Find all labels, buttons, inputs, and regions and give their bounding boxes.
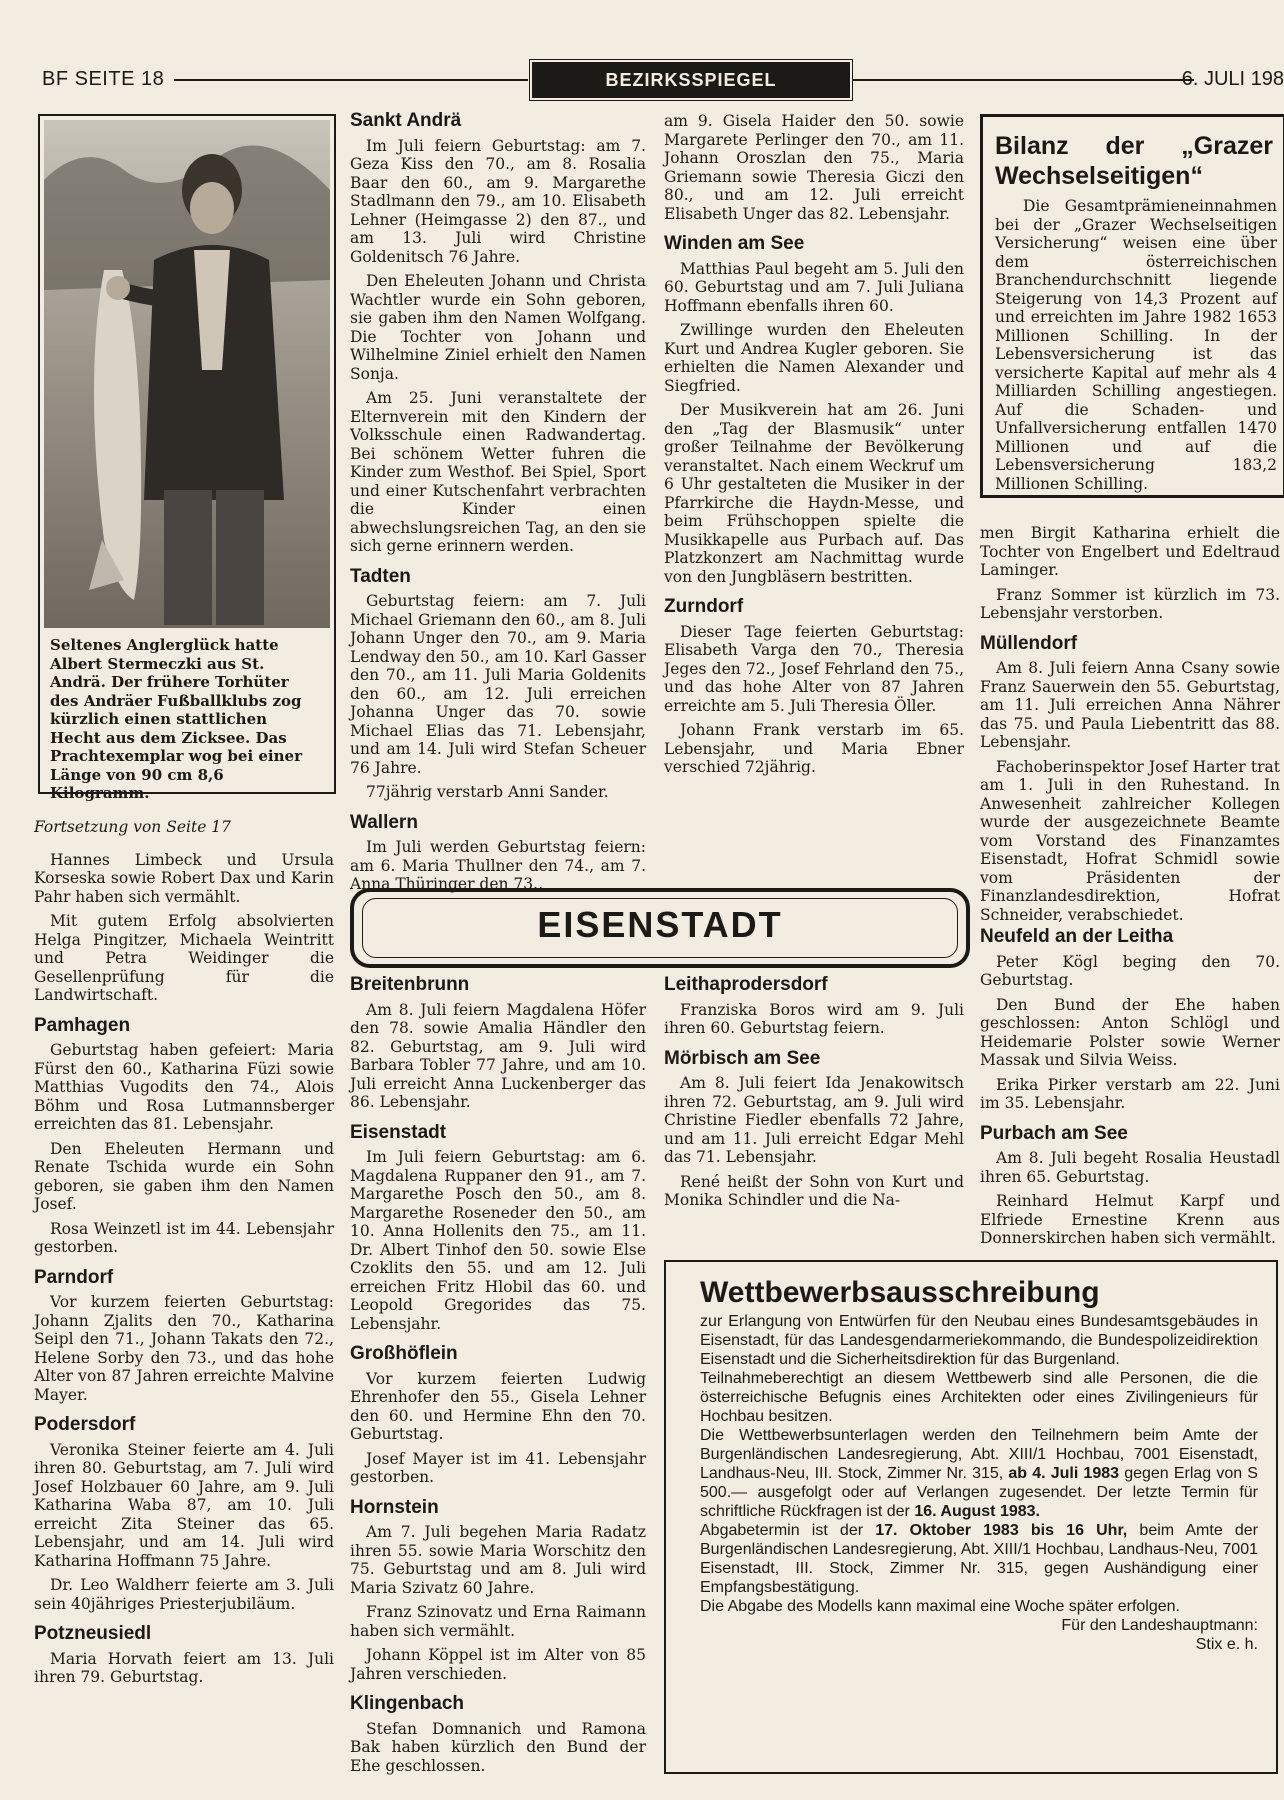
notice-paragraph: zur Erlangung von Entwürfen für den Neubau eines Bundesamtsgebäudes in Eisenstadt, für das Landesgendarmeriekommando, die Bundespolizeidirektion Eisenstadt und die Sicherheitsdirektion für das Burgenland. bbox=[700, 1313, 1258, 1368]
article-paragraph: Veronika Steiner feierte am 4. Juli ihren 80. Geburtstag, am 7. Juli wird Josef Holzbauer 60 Jahre, am 9. Juli Katharina Waba 87, am 10. Juli erreicht Zita Steiner das 65. Lebensjahr, und am 14. Juli wird Katharina Hoffmann 75 Jahre. bbox=[34, 1440, 334, 1570]
article-paragraph: Rosa Weinzetl ist im 44. Lebensjahr gestorben. bbox=[34, 1219, 334, 1256]
notice-text: beim Amte der Burgenländischen Landesregierung, Abt. XIII/1 Hochbau, Landhaus-Neu, 7001 Eisenstadt, III. Stock, Zimmer Nr. 315, gegen Aushändigung einer Empfangsbestätigung. bbox=[700, 1522, 1259, 1596]
article-paragraph: Dieser Tage feierten Geburtstag: Elisabeth Varga den 70., Theresia Jeges den 72., Josef Fehrland den 75., und das hohe Alter von 87 Jahren erreichte am 5. Juli Theresia Öller. bbox=[664, 622, 964, 715]
competition-notice bbox=[664, 1260, 1278, 1774]
article-paragraph: 77jährig verstarb Anni Sander. bbox=[366, 783, 609, 801]
notice-date: ab 4. Juli 1983 bbox=[1008, 1465, 1120, 1482]
bilanz-box bbox=[980, 114, 1284, 498]
notice-date: 17. Oktober 1983 bis 16 Uhr, bbox=[875, 1522, 1128, 1539]
notice-text: Die Wettbewerbsunterlagen werden den Teilnehmern beim Amte der Burgenländischen Landesregierung, Abt. XIII/1 Hochbau, 7001 Eisenstadt, Landhaus-Neu, III. Stock, Zimmer Nr. 315, bbox=[700, 1427, 1258, 1482]
heading-grosshoeflein: Großhöflein bbox=[350, 1343, 458, 1364]
article-paragraph: Vor kurzem feierten Geburtstag: Johann Zjalits den 70., Katharina Seipl den 71., Johann Takats den 72., Helene Sorby den 73., und das hohe Alter von 87 Jahren erreichte Malvine Mayer. bbox=[34, 1293, 334, 1404]
notice-paragraph: Die Abgabe des Modells kann maximal eine Woche später erfolgen. bbox=[700, 1598, 1180, 1615]
article-paragraph: Mit gutem Erfolg absolvierten Helga Pingitzer, Michaela Weintritt und Petra Weidinger die Gesellenprüfung für die Landwirtschaft. bbox=[34, 912, 334, 1004]
article-paragraph: Johann Frank verstarb im 65. Lebensjahr, und Maria Ebner verschied 72jährig. bbox=[664, 721, 964, 776]
section-title: BEZIRKSSPIEGEL bbox=[532, 62, 850, 98]
heading-parndorf: Parndorf bbox=[34, 1266, 114, 1288]
article-paragraph: Der Musikverein hat am 26. Juni den „Tag der Blasmusik“ unter großer Teilnahme der Bevölkerung veranstaltet. Nach einem Weckruf um 6 Uhr gestalteten die Musiker in der Pfarrkirche die Haydn-Messe, und beim Frühschoppen spielte die Musikkapelle aus Purbach auf. Das Platzkonzert am Nachmittag wurde von den Jungbläsern bestritten. bbox=[664, 401, 964, 586]
page-number: BF SEITE 18 bbox=[42, 68, 165, 90]
heading-tadten: Tadten bbox=[350, 565, 411, 587]
article-paragraph: Erika Pirker verstarb am 22. Juni im 35. Lebensjahr. bbox=[980, 1075, 1280, 1112]
article-paragraph: Den Bund der Ehe haben geschlossen: Anton Schlögl und Heidemarie Polster sowie Werner Massak und Silvia Weiss. bbox=[980, 995, 1280, 1069]
notice-paragraph: Teilnahmeberechtigt an diesem Wettbewerb sind alle Personen, die die österreichische Befugnis eines Architekten oder eines Zivilingenieurs für Hochbau besitzen. bbox=[700, 1370, 1258, 1425]
heading-klingenbach: Klingenbach bbox=[350, 1693, 465, 1714]
issue-date: 6. JULI 198 bbox=[1181, 68, 1284, 90]
bilanz-text: Die Gesamtprämieneinnahmen bei der „Grazer Wechselseitigen Versicherung“ weisen eine über dem österreichischen Branchendurchschnitt liegende Steigerung von 14,3 Prozent auf und erreichten im Jahre 1982 1653 Millionen Schilling. In der Lebensversicherung ist das versicherte Kapital auf mehr als 4 Milliarden Schilling angestiegen. Auf die Schaden- und Unfallversicherung entfallen 1470 Millionen und auf die Lebensversicherung 183,2 Millionen Schilling. bbox=[995, 197, 1277, 493]
article-paragraph: Johann Köppel ist im Alter von 85 Jahren verschieden. bbox=[350, 1646, 646, 1683]
article-paragraph: Hannes Limbeck und Ursula Korseska sowie Robert Dax und Karin Pahr haben sich vermählt. bbox=[34, 850, 334, 906]
article-paragraph: Am 8. Juli feiern Anna Csany sowie Franz Sauerwein den 55. Geburtstag, am 11. Juli erreichen Anna Nährer das 75. und Paula Liebentritt das 88. Lebensjahr. bbox=[980, 659, 1280, 751]
article-paragraph: Am 7. Juli begehen Maria Radatz ihren 55. sowie Maria Worschitz den 75. Geburtstag und am 8. Juli wird Maria Szivatz 60 Jahre. bbox=[350, 1523, 646, 1597]
article-paragraph: René heißt der Sohn von Kurt und Monika Schindler und die Na- bbox=[664, 1172, 964, 1209]
photo-box bbox=[38, 114, 336, 802]
article-paragraph: am 9. Gisela Haider den 50. sowie Margarete Perlinger den 70., am 11. Johann Oroszlan den 75., Maria Griemann sowie Theresia Giczi den 80., und am 12. Juli erreicht Elisabeth Unger das 82. Lebensjahr. bbox=[664, 112, 964, 223]
article-paragraph: Geburtstag feiern: am 7. Juli Michael Griemann den 60., am 8. Juli Johann Unger den 70., am 9. Maria Lendway den 50., am 10. Karl Gasser den 70., am 11. Juli Maria Goldenits den 60., am 12. Juli erreichen Johanna Unger das 70. sowie Michael Elias das 71. Lebensjahr, und am 14. Juli wird Stefan Scheuer 76 Jahre. bbox=[350, 592, 646, 777]
article-paragraph: Matthias Paul begeht am 5. Juli den 60. Geburtstag und am 7. Juli Juliana Hoffmann ebenfalls ihren 60. bbox=[664, 259, 964, 315]
article-paragraph: Geburtstag haben gefeiert: Maria Fürst den 60., Katharina Füzi sowie Matthias Vugodits den 74., Alois Böhm und Rosa Lutmannsberger erreichten das 81. Lebensjahr. bbox=[34, 1041, 334, 1133]
eisenstadt-column-2 bbox=[664, 976, 964, 1216]
heading-sankt-andrae: Sankt Andrä bbox=[350, 110, 462, 131]
article-paragraph: Franz Szinovatz und Erna Raimann haben sich vermählt. bbox=[350, 1603, 646, 1640]
heading-hornstein: Hornstein bbox=[350, 1496, 439, 1518]
heading-winden: Winden am See bbox=[664, 233, 805, 254]
eisenstadt-column-1 bbox=[350, 976, 646, 1781]
district-banner bbox=[350, 888, 970, 968]
notice-text: gegen Erlag von S 500.— ausgefolgt oder auf Verlangen zugesendet. Der letzte Termin für schriftliche Rückfragen ist der bbox=[700, 1465, 1258, 1520]
column-1 bbox=[34, 818, 334, 1693]
article-paragraph: Am 8. Juli feiern Magdalena Höfer den 78. sowie Amalia Händler den 82. Geburtstag, am 9. Juli wird Barbara Tobler 77 Jahre, und am 10. Juli erreicht Anna Luckenberger das 86. Lebensjahr. bbox=[350, 1000, 646, 1111]
notice-paragraph bbox=[700, 1521, 1258, 1597]
article-paragraph: Im Juli feiern Geburtstag: am 7. Geza Kiss den 70., am 8. Rosalia Baar den 60., am 9. Margarethe Stadlmann den 79., am 10. Elisabeth Lehner (Heimgasse 2) den 87., und am 13. Juli wird Christine Goldenitsch 76 Jahre. bbox=[350, 136, 646, 266]
column-3 bbox=[664, 112, 964, 783]
column-4 bbox=[980, 524, 1280, 930]
header-rule-left bbox=[174, 79, 528, 81]
page-header bbox=[42, 60, 1284, 100]
heading-leithaprodersdorf: Leithaprodersdorf bbox=[664, 974, 828, 995]
notice-signature: Stix e. h. bbox=[1195, 1636, 1258, 1653]
heading-eisenstadt: Eisenstadt bbox=[350, 1121, 447, 1143]
notice-signature-line: Für den Landeshauptmann: bbox=[1061, 1617, 1258, 1634]
heading-pamhagen: Pamhagen bbox=[34, 1014, 131, 1036]
bilanz-title: Bilanz der „Grazer Wechselseitigen“ bbox=[995, 132, 1273, 190]
article-paragraph: Den Eheleuten Hermann und Renate Tschida wurde ein Sohn geboren, sie gaben ihm den Namen Josef. bbox=[34, 1139, 334, 1213]
angler-illustration bbox=[44, 120, 330, 628]
continuation-note: Fortsetzung von Seite 17 bbox=[34, 818, 232, 836]
heading-zurndorf: Zurndorf bbox=[664, 596, 744, 617]
heading-muellendorf: Müllendorf bbox=[980, 632, 1078, 654]
notice-title: Wettbewerbsausschreibung bbox=[700, 1276, 1100, 1309]
photo-caption: Seltenes Anglerglück hatte Albert Stermeczki aus St. Andrä. Der frühere Torhüter des Andräer Fußballklubs zog kürzlich einen stattlichen Hecht aus dem Zicksee. Das Prachtexemplar wog bei einer Länge von 90 cm 8,6 Kilogramm. bbox=[50, 636, 302, 802]
article-paragraph: Zwillinge wurden den Eheleuten Kurt und Andrea Kugler geboren. Sie erhielten die Namen Alexander und Siegfried. bbox=[664, 321, 964, 395]
heading-neufeld: Neufeld an der Leitha bbox=[980, 926, 1174, 947]
article-paragraph: Maria Horvath feiert am 13. Juli ihren 79. Geburtstag. bbox=[34, 1649, 334, 1686]
notice-date: 16. August 1983. bbox=[914, 1503, 1040, 1520]
article-paragraph: Vor kurzem feierten Ludwig Ehrenhofer den 55., Gisela Lehner den 60. und Hermine Ehn den 70. Geburtstag. bbox=[350, 1369, 646, 1443]
heading-potzneusiedl: Potzneusiedl bbox=[34, 1623, 152, 1644]
heading-wallern: Wallern bbox=[350, 811, 418, 833]
article-paragraph: Am 8. Juli begeht Rosalia Heustadl ihren 65. Geburtstag. bbox=[980, 1149, 1280, 1186]
article-paragraph: Dr. Leo Waldherr feierte am 3. Juli sein 40jähriges Priesterjubiläum. bbox=[34, 1576, 334, 1613]
eisenstadt-column-3 bbox=[980, 928, 1280, 1254]
angler-photo bbox=[44, 120, 330, 628]
article-paragraph: Peter Kögl beging den 70. Geburtstag. bbox=[980, 952, 1280, 989]
article-paragraph: Am 25. Juni veranstaltete der Elternverein mit den Kindern der Volksschule einen Radwandertag. Bei schönem Wetter fuhren die Kinder zum Westhof. Bei Spiel, Sport und einer Kutschenfahrt verbrachten die Kinder einen abwechslungsreichen Tag, an den sie sich gerne erinnern werden. bbox=[350, 389, 646, 555]
article-paragraph: Den Eheleuten Johann und Christa Wachtler wurde ein Sohn geboren, sie gaben ihm den Namen Wolfgang. Die Tochter von Johann und Wilhelmine Ziniel erhielt den Namen Sonja. bbox=[350, 272, 646, 383]
heading-purbach: Purbach am See bbox=[980, 1122, 1128, 1144]
heading-podersdorf: Podersdorf bbox=[34, 1414, 136, 1435]
heading-breitenbrunn: Breitenbrunn bbox=[350, 974, 470, 995]
article-paragraph: Im Juli feiern Geburtstag: am 6. Magdalena Ruppaner den 91., am 7. Margarethe Posch den 50., am 8. Margarethe Roseneder den 50., am 10. Anna Hollenits den 75., am 11. Dr. Albert Tinhof den 50. sowie Else Czoklits den 55. und am 12. Juli erreichen Fritz Hlobil das 60. und Leopold Gregorides das 75. Lebensjahr. bbox=[350, 1148, 646, 1333]
article-paragraph: Im Juli werden Geburtstag feiern: am 6. Maria Thullner den 74., am 7. Anna Thüringer den 73., bbox=[350, 838, 646, 893]
district-banner-label: EISENSTADT bbox=[362, 898, 958, 958]
article-paragraph: Josef Mayer ist im 41. Lebensjahr gestorben. bbox=[350, 1449, 646, 1486]
article-paragraph: Franziska Boros wird am 9. Juli ihren 60. Geburtstag feiern. bbox=[664, 1000, 964, 1037]
column-2 bbox=[350, 112, 646, 900]
header-rule-right bbox=[852, 79, 1194, 81]
article-paragraph: Reinhard Helmut Karpf und Elfriede Ernestine Krenn aus Donnerskirchen haben sich vermählt. bbox=[980, 1192, 1280, 1247]
notice-paragraph bbox=[700, 1426, 1258, 1521]
article-paragraph: Am 8. Juli feiert Ida Jenakowitsch ihren 72. Geburtstag, am 9. Juli wird Christine Fiedler ebenfalls 72 Jahre, und am 11. Juli erreicht Edgar Mehl das 71. Lebensjahr. bbox=[664, 1074, 964, 1166]
notice-text: Abgabetermin ist der bbox=[700, 1522, 864, 1539]
article-paragraph: men Birgit Katharina erhielt die Tochter von Engelbert und Edeltraud Laminger. bbox=[980, 524, 1280, 579]
article-paragraph: Fachoberinspektor Josef Harter trat am 1. Juli in den Ruhestand. In Anwesenheit zahlreicher Kollegen wurde der ausgezeichnete Beamte vom Vorstand des Finanzamtes Eisenstadt, Hofrat Schmidl sowie vom Präsidenten der Finanzlandesdirektion, Hofrat Schneider, verabschiedet. bbox=[980, 757, 1280, 924]
heading-moerbisch: Mörbisch am See bbox=[664, 1047, 821, 1069]
article-paragraph: Franz Sommer ist kürzlich im 73. Lebensjahr verstorben. bbox=[980, 585, 1280, 622]
article-paragraph: Stefan Domnanich und Ramona Bak haben kürzlich den Bund der Ehe geschlossen. bbox=[350, 1719, 646, 1775]
